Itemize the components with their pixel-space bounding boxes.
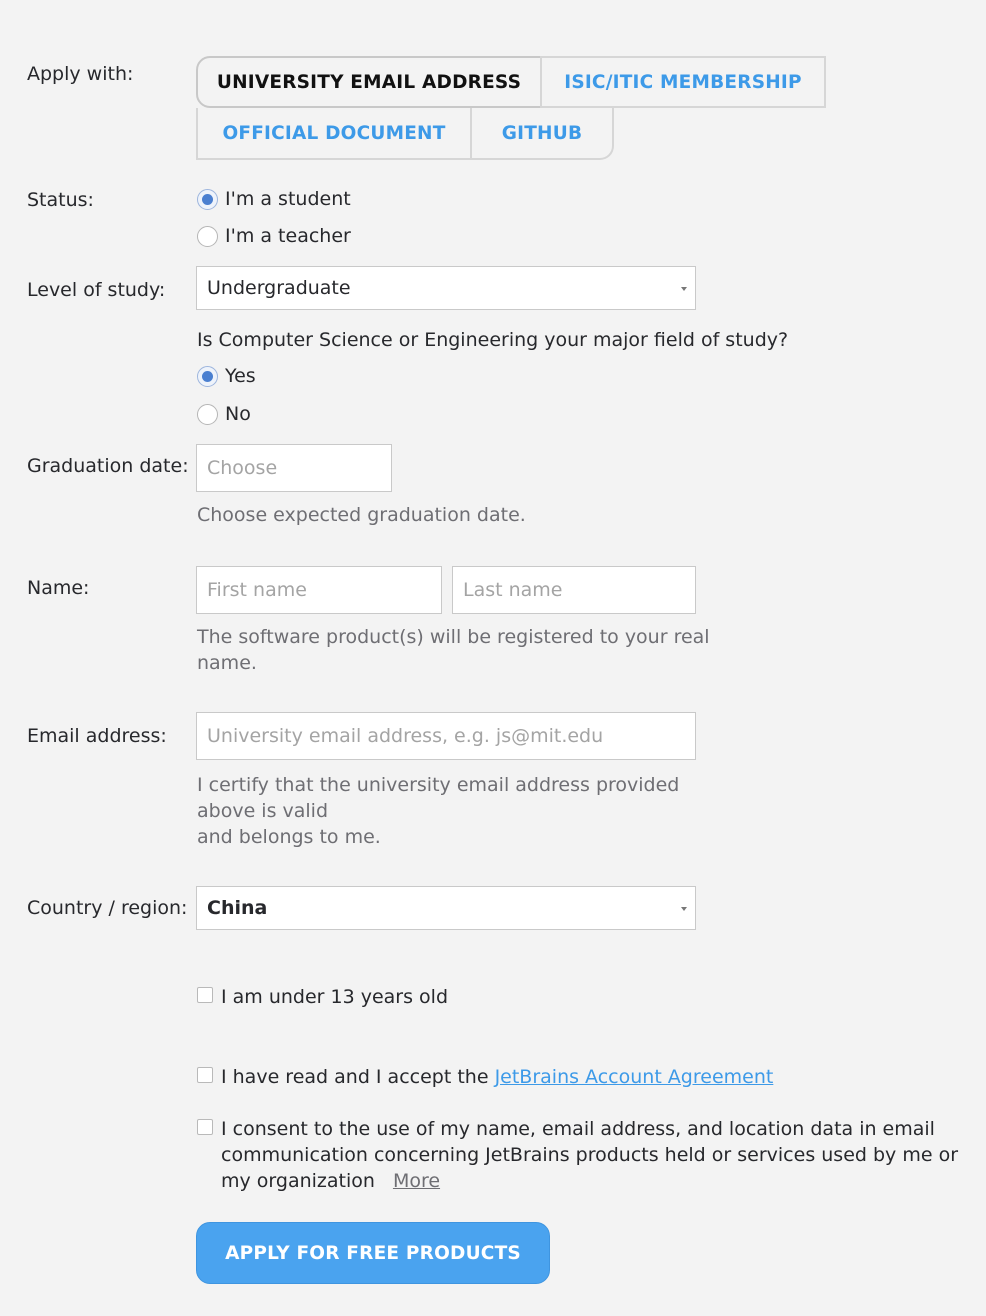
email-placeholder: University email address, e.g. js@mit.edu xyxy=(207,725,604,747)
email-input[interactable] xyxy=(196,712,696,760)
country-value: China xyxy=(207,897,268,919)
under-13-checkbox[interactable] xyxy=(197,987,213,1003)
tab-isic-itic-membership[interactable]: ISIC/ITIC MEMBERSHIP xyxy=(540,56,826,108)
name-label: Name: xyxy=(27,577,90,599)
name-hint-line2: name. xyxy=(197,652,257,674)
more-link[interactable]: More xyxy=(392,1170,441,1192)
last-name-placeholder: Last name xyxy=(463,579,563,601)
consent-line1: I consent to the use of my name, email address, and location data in email xyxy=(221,1118,935,1140)
status-option-teacher[interactable] xyxy=(197,225,351,247)
teacher-radio-label: I'm a teacher xyxy=(225,225,351,247)
email-label: Email address: xyxy=(27,725,167,747)
graduation-date-label: Graduation date: xyxy=(27,455,189,477)
consent-label xyxy=(221,1116,958,1194)
agreement-checkbox[interactable] xyxy=(197,1067,213,1083)
agreement-label xyxy=(221,1064,773,1090)
under-13-label: I am under 13 years old xyxy=(221,986,449,1008)
under-13-row[interactable] xyxy=(197,984,448,1010)
apply-with-label: Apply with: xyxy=(27,63,134,85)
agreement-row[interactable] xyxy=(197,1064,773,1090)
chevron-down-icon xyxy=(681,287,687,291)
first-name-input[interactable] xyxy=(196,566,442,614)
apply-for-free-products-button[interactable]: APPLY FOR FREE PRODUCTS xyxy=(196,1222,550,1284)
consent-line3: my organization xyxy=(221,1170,375,1192)
tab-university-email[interactable]: UNIVERSITY EMAIL ADDRESS xyxy=(196,56,542,108)
graduation-date-placeholder: Choose xyxy=(207,457,278,479)
name-hint-line1: The software product(s) will be registered to your real xyxy=(197,626,710,648)
graduation-date-input[interactable] xyxy=(196,444,392,492)
yes-radio[interactable] xyxy=(197,366,218,387)
email-hint-line1: I certify that the university email address provided xyxy=(197,774,680,796)
consent-line2: communication concerning JetBrains products held or services used by me or xyxy=(221,1144,959,1166)
student-radio[interactable] xyxy=(197,189,218,210)
major-option-no[interactable] xyxy=(197,403,251,425)
country-select[interactable] xyxy=(196,886,696,930)
no-radio[interactable] xyxy=(197,404,218,425)
chevron-down-icon xyxy=(681,907,687,911)
consent-row[interactable] xyxy=(197,1116,958,1194)
email-hint-line2: above is valid xyxy=(197,800,329,822)
status-label: Status: xyxy=(27,189,94,211)
country-label: Country / region: xyxy=(27,897,188,919)
yes-radio-label: Yes xyxy=(225,365,256,387)
agreement-prefix: I have read and I accept the xyxy=(221,1066,495,1088)
consent-line3-wrap xyxy=(221,1168,958,1194)
consent-checkbox[interactable] xyxy=(197,1119,213,1135)
level-of-study-value: Undergraduate xyxy=(207,277,351,299)
account-agreement-link[interactable]: JetBrains Account Agreement xyxy=(494,1066,774,1088)
graduation-date-hint: Choose expected graduation date. xyxy=(197,504,526,526)
student-radio-label: I'm a student xyxy=(225,188,351,210)
teacher-radio[interactable] xyxy=(197,226,218,247)
status-option-student[interactable] xyxy=(197,188,351,210)
last-name-input[interactable] xyxy=(452,566,696,614)
major-option-yes[interactable] xyxy=(197,365,256,387)
tab-official-document[interactable]: OFFICIAL DOCUMENT xyxy=(196,108,472,160)
level-of-study-label: Level of study: xyxy=(27,279,166,301)
no-radio-label: No xyxy=(225,403,251,425)
major-question-text: Is Computer Science or Engineering your major field of study? xyxy=(197,329,789,351)
level-of-study-select[interactable] xyxy=(196,266,696,310)
first-name-placeholder: First name xyxy=(207,579,307,601)
tab-github[interactable]: GITHUB xyxy=(470,108,614,160)
email-hint-line3: and belongs to me. xyxy=(197,826,381,848)
